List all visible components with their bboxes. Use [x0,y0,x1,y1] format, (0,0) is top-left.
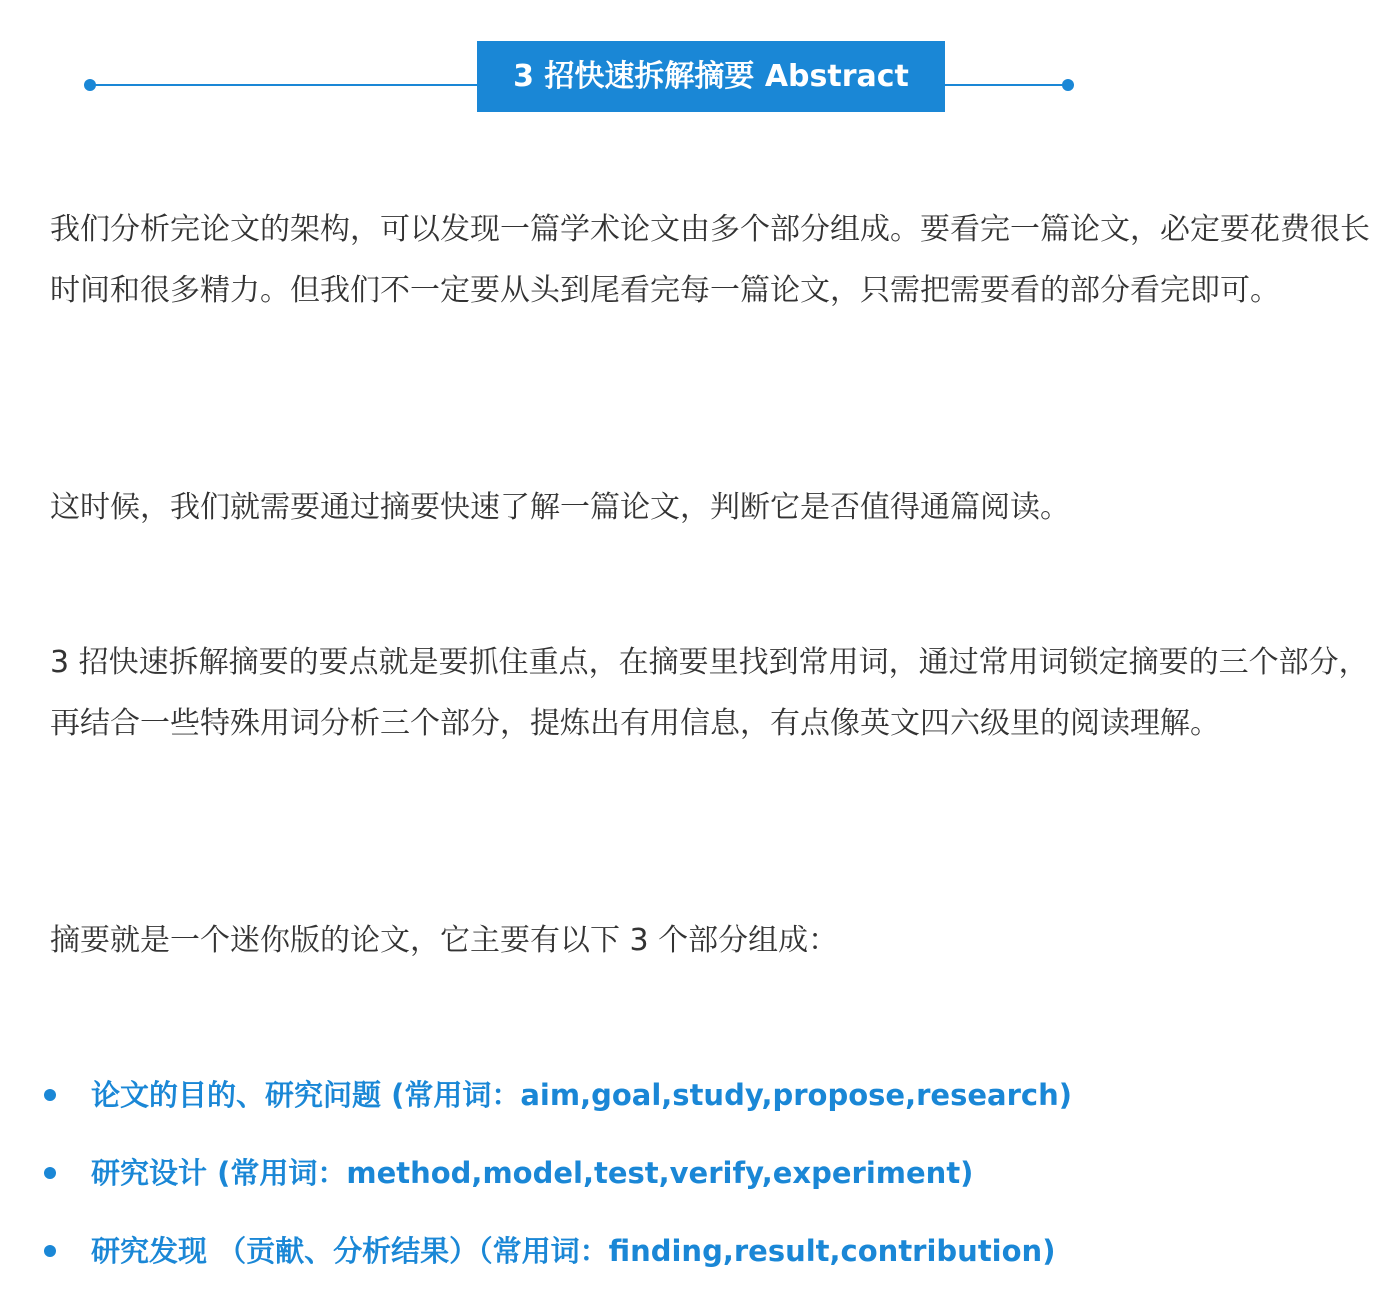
header-dot-right [1062,79,1074,91]
list-item-text: 研究发现 （贡献、分析结果）（常用词：finding,result,contribution) [91,1234,1056,1268]
paragraph-paper-structure: 我们分析完论文的架构，可以发现一篇学术论文由多个部分组成。要看完一篇论文，必定要花费很长时间和很多精力。但我们不一定要从头到尾看完每一篇论文，只需把需要看的部分看完即可。 [50,212,1370,308]
list-item [44,1142,1384,1220]
list-item-text: 论文的目的、研究问题 (常用词：aim,goal,study,propose,research) [91,1078,1072,1112]
list-item [44,1220,1384,1298]
paragraph-abstract-parts-intro: 摘要就是一个迷你版的论文，它主要有以下 3 个部分组成： [50,923,839,958]
paragraph-three-tips: 3 招快速拆解摘要的要点就是要抓住重点，在摘要里找到常用词，通过常用词锁定摘要的三个部分，再结合一些特殊用词分析三个部分，提炼出有用信息，有点像英文四六级里的阅读理解。 [50,645,1369,741]
header-rule-left [90,84,480,86]
header-dot-left [84,79,96,91]
bullet-dot [44,1089,56,1101]
abstract-parts-list [44,1064,1384,1298]
bullet-dot [44,1167,56,1179]
bullet-dot [44,1245,56,1257]
list-item-text: 研究设计 (常用词：method,model,test,verify,experiment) [91,1156,974,1190]
paragraph-abstract-purpose: 这时候，我们就需要通过摘要快速了解一篇论文，判断它是否值得通篇阅读。 [50,490,1070,525]
header-rule-right [943,84,1069,86]
list-item [44,1064,1384,1142]
section-title: 3 招快速拆解摘要 Abstract [477,41,945,112]
